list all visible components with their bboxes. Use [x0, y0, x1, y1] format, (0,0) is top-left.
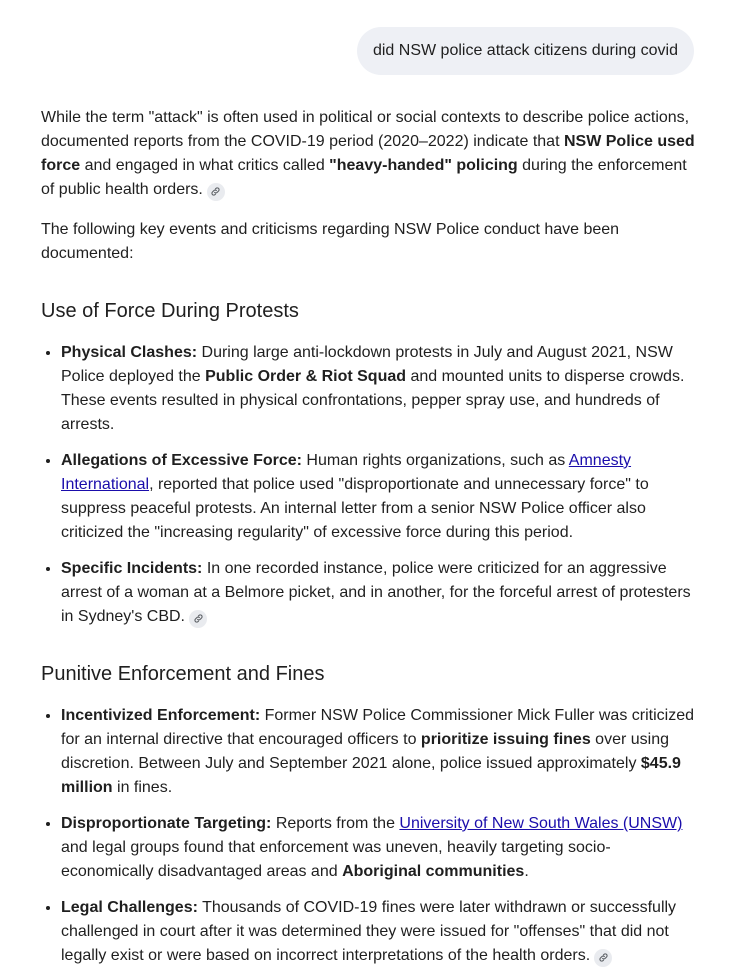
fines-list	[41, 704, 696, 968]
list-item: • Specific Incidents: In one recorded instance, police were criticized for an aggressive arrest of a woman at a Belmore picket, and in another, for the forceful arrest of protesters in Sydney's CBD.	[61, 557, 696, 629]
section-heading-protests: Use of Force During Protests	[41, 300, 299, 322]
unsw-link[interactable]: University of New South Wales (UNSW)	[399, 815, 683, 832]
user-message-bubble	[357, 27, 694, 75]
list-item: • Incentivized Enforcement: Former NSW Police Commissioner Mick Fuller was criticized for an internal directive that encouraged officers to prioritize issuing fines over using discretion. Between July and September 2021 alone, police issued approximately $45.9 million in fines.	[61, 704, 696, 800]
citation-link-icon[interactable]	[189, 610, 207, 628]
section-heading-fines: Punitive Enforcement and Fines	[41, 663, 325, 685]
list-item: • Physical Clashes: During large anti-lockdown protests in July and August 2021, NSW Police deployed the Public Order & Riot Squad and mounted units to disperse crowds. These events resulted in physical confrontations, pepper spray use, and hundreds of arrests.	[61, 341, 696, 437]
list-item: • Allegations of Excessive Force: Human rights organizations, such as Amnesty International, reported that police used "disproportionate and unnecessary force" to suppress peaceful protests. An internal letter from a senior NSW Police officer also criticized the "increasing regularity" of excessive force during this period.	[61, 449, 696, 545]
list-item: • Legal Challenges: Thousands of COVID-19 fines were later withdrawn or successfully challenged in court after it was determined they were issued for "offenses" that did not legally exist or were based on incorrect interpretations of the health orders.	[61, 896, 696, 968]
citation-link-icon[interactable]	[594, 949, 612, 967]
citation-link-icon[interactable]	[207, 183, 225, 201]
amnesty-international-link[interactable]: Amnesty International	[61, 452, 632, 493]
user-message-text: did NSW police attack citizens during covid	[372, 42, 678, 59]
protests-list	[41, 341, 696, 629]
list-item: • Disproportionate Targeting: Reports from the University of New South Wales (UNSW) and legal groups found that enforcement was uneven, heavily targeting socio-economically disadvantaged areas and Aboriginal communities.	[61, 812, 696, 884]
lead-paragraph: The following key events and criticisms regarding NSW Police conduct have been documented:	[41, 221, 620, 262]
assistant-response	[41, 106, 696, 968]
intro-paragraph: While the term "attack" is often used in political or social contexts to describe police actions, documented reports from the COVID-19 period (2020–2022) indicate that NSW Police used force and engaged in what critics called "heavy-handed" policing during the enforcement of public health orders.	[41, 106, 696, 202]
